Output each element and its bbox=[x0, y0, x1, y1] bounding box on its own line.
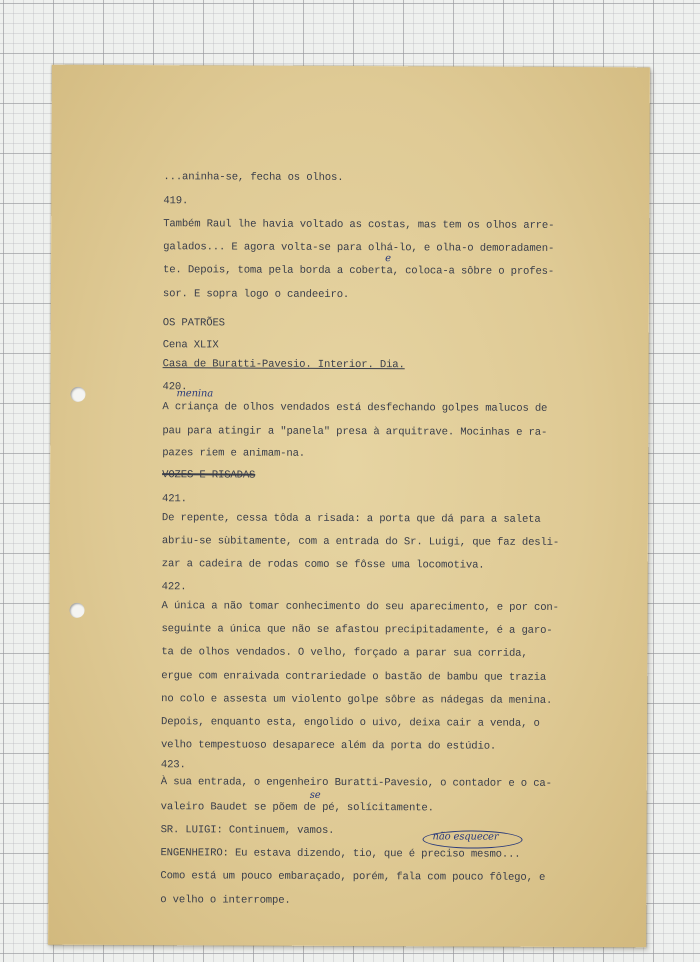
text-line: pazes riem e animam-na. bbox=[162, 447, 306, 460]
dialogue-line: SR. LUIGI: Continuem, vamos. bbox=[160, 824, 335, 837]
scene-number: 420. bbox=[162, 381, 188, 394]
punch-hole-bottom bbox=[70, 603, 85, 618]
handwritten-se: se bbox=[309, 789, 321, 801]
text-line: no colo e assesta um violento golpe sôbre as nádegas da menina. bbox=[161, 693, 553, 707]
text-line: ta de olhos vendados. O velho, forçado a parar sua corrida, bbox=[161, 646, 528, 660]
text-line: À sua entrada, o engenheiro Buratti-Pavesio, o contador e o ca- bbox=[160, 776, 552, 790]
scene-location: Casa de Buratti-Pavesio. Interior. Dia. bbox=[162, 358, 405, 372]
handwritten-nao-esquecer: não esquecer bbox=[432, 831, 499, 843]
handwritten-menina: menina bbox=[176, 388, 214, 400]
text-line: pau para atingir a "panela" presa à arquitrave. Mocinhas e ra- bbox=[162, 425, 548, 439]
text-line: abriu-se sùbitamente, com a entrada do Sr. Luigi, que faz desli- bbox=[161, 535, 560, 549]
dialogue-line: ENGENHEIRO: Eu estava dizendo, tio, que é preciso mesmo... bbox=[160, 847, 521, 861]
section-heading: OS PATRÕES bbox=[162, 317, 225, 330]
text-line: galados... E agora volta-se para olhá-lo, e olha-o demoradamen- bbox=[163, 241, 555, 255]
text-line: sor. E sopra logo o candeeiro. bbox=[162, 288, 350, 301]
text-line: o velho o interrompe. bbox=[160, 894, 291, 907]
scene-number: 419. bbox=[163, 195, 189, 208]
scene-title: Cena XLIX bbox=[162, 339, 219, 352]
typed-text bbox=[160, 65, 604, 907]
scene-number: 421. bbox=[162, 493, 187, 506]
text-line: velho tempestuoso desaparece além da porta do estúdio. bbox=[160, 739, 497, 753]
punch-hole-top bbox=[70, 387, 85, 402]
struck-heading: VOZES E RISADAS bbox=[162, 469, 256, 482]
handwritten-e: e bbox=[385, 253, 391, 265]
text-line: Depois, enquanto esta, engolido o uivo, deixa cair a venda, o bbox=[161, 716, 540, 730]
text-line: zar a cadeira de rodas como se fôsse uma locomotiva. bbox=[161, 558, 485, 572]
text-line: Também Raul lhe havia voltado as costas, mas tem os olhos arre- bbox=[163, 218, 555, 232]
scene-number: 423. bbox=[160, 759, 186, 772]
text-line: valeiro Baudet se põem de pé, solícitamente. bbox=[160, 801, 434, 815]
text-line: A única a não tomar conhecimento do seu aparecimento, e por con- bbox=[161, 600, 559, 614]
scene-number: 422. bbox=[161, 581, 187, 594]
text-line: te. Depois, toma pela borda a coberta, coloca-a sôbre o profes- bbox=[163, 264, 555, 278]
text-line: De repente, cessa tôda a risada: a porta que dá para a saleta bbox=[161, 512, 541, 526]
text-line: Como está um pouco embaraçado, porém, fala com pouco fôlego, e bbox=[160, 870, 546, 884]
document-page bbox=[48, 65, 650, 948]
text-line: A criança de olhos vendados está desfechando golpes malucos de bbox=[162, 401, 548, 415]
text-line: ergue com enraivada contrariedade o bastão de bambu que trazia bbox=[161, 670, 547, 684]
text-line: seguinte a única que não se afastou precipitadamente, é a garo- bbox=[161, 623, 553, 637]
text-line: ...aninha-se, fecha os olhos. bbox=[163, 171, 344, 184]
